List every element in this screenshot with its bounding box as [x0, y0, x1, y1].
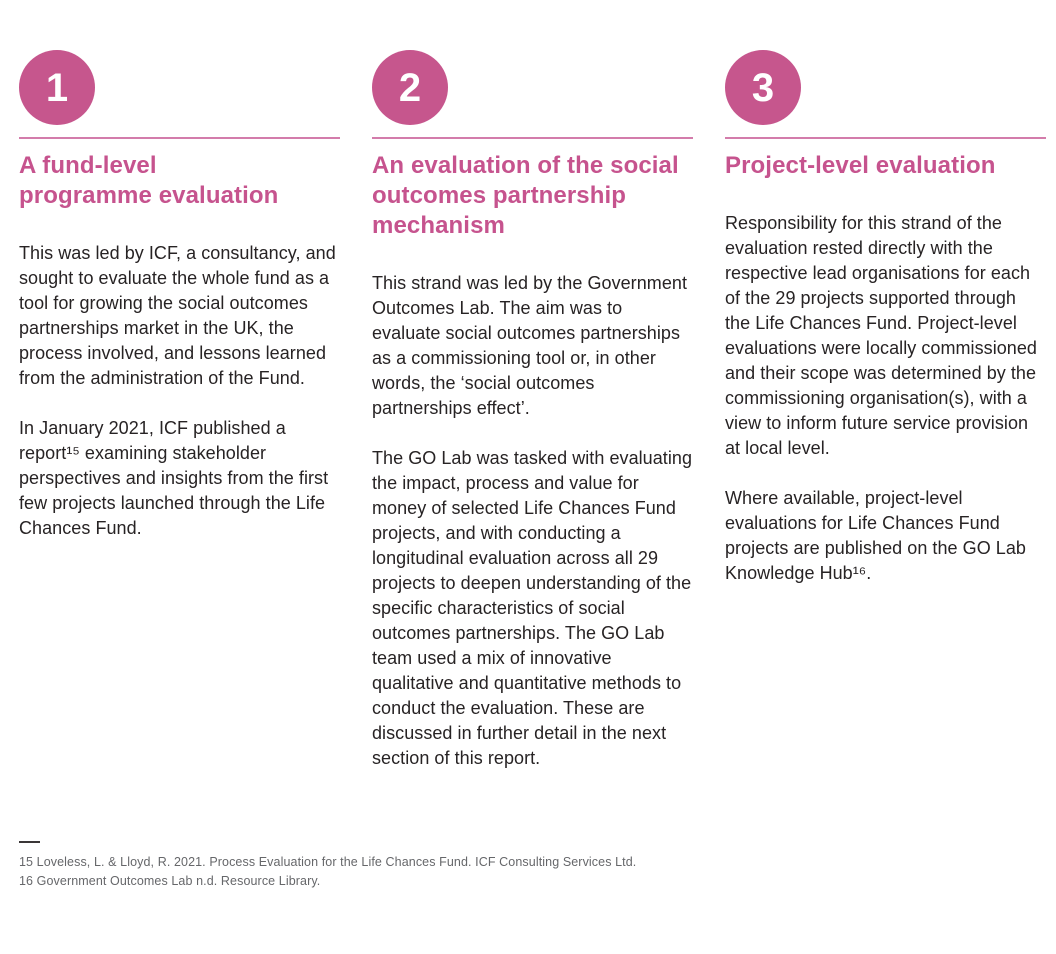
footnote-divider-dash	[19, 841, 40, 843]
paragraph: Where available, project-level evaluations for Life Chances Fund projects are published on the GO Lab Knowledge Hub¹⁶.	[725, 488, 1026, 583]
column-fund-level-evaluation	[19, 50, 340, 771]
heading-line: Project-level evaluation	[725, 152, 996, 179]
column-body	[372, 271, 693, 771]
footnote-item: 16 Government Outcomes Lab n.d. Resource Library.	[19, 874, 321, 888]
column-social-outcomes-mechanism	[372, 50, 693, 771]
footnote-item: 15 Loveless, L. & Lloyd, R. 2021. Process Evaluation for the Life Chances Fund. ICF Consulting Services Ltd.	[19, 855, 637, 869]
column-divider-line	[725, 137, 1046, 139]
step-number: 2	[398, 65, 422, 110]
paragraph: In January 2021, ICF published a report¹⁵ examining stakeholder perspectives and insights from the first few projects launched through the Life Chances Fund.	[19, 418, 329, 538]
column-heading	[19, 151, 340, 211]
column-divider-line	[372, 137, 693, 139]
heading-line: mechanism	[372, 212, 505, 239]
column-project-level-evaluation	[725, 50, 1046, 771]
step-number: 1	[45, 65, 69, 110]
column-divider-line	[19, 137, 340, 139]
paragraph: The GO Lab was tasked with evaluating the impact, process and value for money of selected Life Chances Fund projects, and with conducting a longitudinal evaluation across all 29 projects to deepen understanding of the specific characteristics of social outcomes partnerships. The GO Lab team used a mix of innovative qualitative and quantitative methods to conduct the evaluation. These are discussed in further detail in the next section of this report.	[372, 448, 693, 768]
step-number: 3	[751, 65, 775, 110]
paragraph: This strand was led by the Government Outcomes Lab. The aim was to evaluate social outcomes partnerships as a commissioning tool or, in other words, the ‘social outcomes partnerships effect’.	[372, 273, 687, 418]
column-body	[725, 211, 1046, 586]
column-heading	[372, 151, 693, 241]
column-body	[19, 241, 340, 541]
step-number-badge-1	[19, 50, 95, 125]
heading-line: programme evaluation	[19, 182, 279, 209]
heading-line: outcomes partnership	[372, 182, 627, 209]
step-number-badge-3	[725, 50, 801, 125]
heading-line: A fund-level	[19, 152, 157, 179]
paragraph: Responsibility for this strand of the evaluation rested directly with the respective lead organisations for each of the 29 projects supported through the Life Chances Fund. Project-level evaluations were locally commissioned and their scope was determined by the commissioning organisation(s), with a view to inform future service provision at local level.	[725, 213, 1037, 458]
paragraph: This was led by ICF, a consultancy, and sought to evaluate the whole fund as a tool for growing the social outcomes partnerships market in the UK, the process involved, and lessons learned from the administration of the Fund.	[19, 243, 336, 388]
footnotes-section	[19, 841, 919, 891]
heading-line: An evaluation of the social	[372, 152, 679, 179]
column-heading	[725, 151, 1046, 181]
step-number-badge-2	[372, 50, 448, 125]
